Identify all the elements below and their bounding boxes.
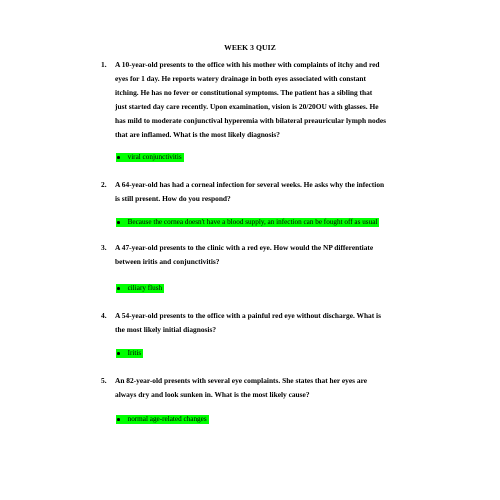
answer-text: viral conjunctivitis	[127, 153, 182, 161]
question-4	[101, 309, 386, 337]
question-number: 1.	[101, 60, 107, 69]
question-2	[101, 178, 386, 206]
answer-text: Because the cornea doesn't have a blood supply, an infection can be fought off as usual	[127, 218, 378, 226]
question-text: A 54-year-old presents to the office with a painful red eye without discharge. What is the most likely initial diagnosis?	[115, 311, 381, 334]
answer-4	[116, 349, 143, 358]
bullet-icon	[117, 221, 120, 224]
answer-text: Iritis	[127, 349, 142, 357]
question-number: 5.	[101, 376, 107, 385]
question-5	[101, 374, 386, 402]
question-text: A 10-year-old presents to the office with his mother with complaints of itchy and red eyes for 1 day. He reports watery drainage in both eyes associated with constant itching. He has no fever or constitutional symptoms. The patient has a sibling that just started day care recently. Upon examination, vision is 20/20OU with glasses. He has mild to moderate conjunctival hyperemia with bilateral preauricular lymph nodes that are inflamed. What is the most likely diagnosis?	[115, 60, 386, 139]
question-text: A 47-year-old presents to the clinic with a red eye. How would the NP differentiate between iritis and conjunctivitis?	[115, 243, 374, 266]
answer-highlight	[116, 284, 164, 293]
question-1	[101, 58, 386, 142]
question-number: 3.	[101, 243, 107, 252]
answer-text: ciliary flush	[127, 284, 163, 292]
answer-highlight	[116, 349, 143, 358]
answer-1	[116, 153, 184, 162]
answer-5	[116, 415, 209, 424]
answer-2	[116, 218, 379, 227]
answer-highlight	[116, 218, 379, 227]
question-3	[101, 241, 386, 269]
answer-text: normal age-related changes	[127, 415, 207, 423]
bullet-icon	[117, 287, 120, 290]
question-text: An 82-year-old presents with several eye complaints. She states that her eyes are always dry and look sunken in. What is the most likely cause?	[115, 376, 367, 399]
answer-highlight	[116, 153, 184, 162]
question-text: A 64-year-old has had a corneal infection for several weeks. He asks why the infection is still present. How do you respond?	[115, 180, 385, 203]
answer-3	[116, 284, 164, 293]
question-number: 2.	[101, 180, 107, 189]
bullet-icon	[117, 352, 120, 355]
bullet-icon	[117, 418, 120, 421]
answer-highlight	[116, 415, 209, 424]
bullet-icon	[117, 156, 120, 159]
quiz-title: WEEK 3 QUIZ	[224, 43, 276, 52]
question-number: 4.	[101, 311, 107, 320]
